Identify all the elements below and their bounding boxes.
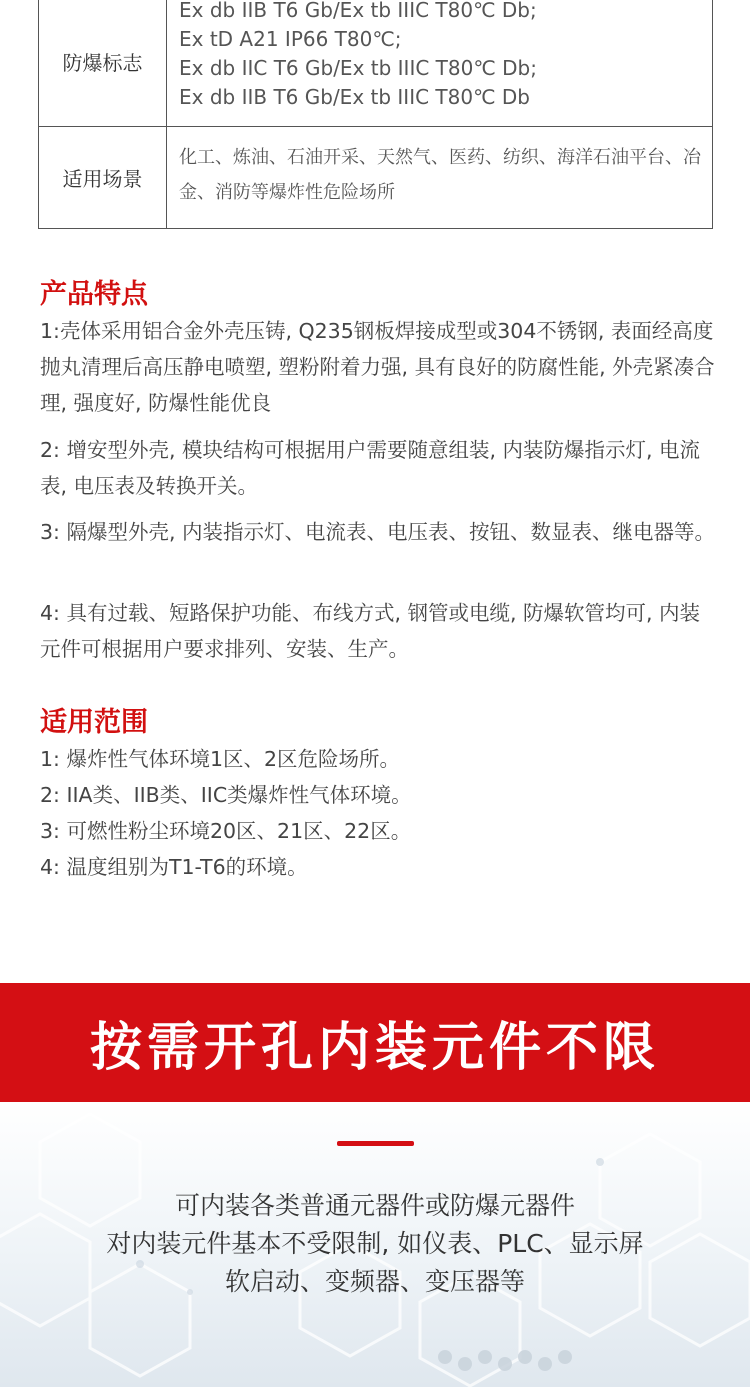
scope-item-4: 4: 温度组别为T1-T6的环境。	[40, 855, 308, 879]
spec-table	[38, 0, 713, 229]
feature-item-1: 1:壳体采用铝合金外壳压铸, Q235钢板焊接成型或304不锈钢, 表面经高度抛丸清理后高压静电喷塑, 塑粉附着力强, 具有良好的防腐性能, 外壳紧凑合理, 强度好, 防爆性能优良	[40, 319, 715, 415]
scope-title: 适用范围	[40, 707, 148, 738]
banner-title: 按需开孔内装元件不限	[89, 1018, 660, 1078]
spec-row-application	[39, 127, 712, 229]
spec-row-ex-mark	[39, 0, 712, 127]
scope-item-2: 2: IIA类、IIB类、IIC类爆炸性气体环境。	[40, 783, 412, 807]
features-title: 产品特点	[40, 279, 148, 310]
bottom-section	[0, 1102, 750, 1387]
ex-mark-values	[167, 0, 712, 126]
ex-mark-line: Ex tD A21 IP66 T80℃;	[179, 27, 402, 51]
red-banner	[0, 983, 750, 1102]
ex-mark-line: Ex db IIB T6 Gb/Ex tb IIIC T80℃ Db	[179, 85, 531, 109]
bottom-line-1: 可内装各类普通元器件或防爆元器件	[174, 1191, 575, 1220]
ex-mark-label: 防爆标志	[39, 0, 167, 126]
bottom-line-2: 对内装元件基本不受限制, 如仪表、PLC、显示屏	[106, 1229, 644, 1258]
application-label: 适用场景	[39, 127, 167, 228]
feature-item-3: 3: 隔爆型外壳, 内装指示灯、电流表、电压表、按钮、数显表、继电器等。	[40, 520, 715, 544]
red-divider-bar	[337, 1141, 414, 1146]
ex-mark-line: Ex db IIC T6 Gb/Ex tb IIIC T80℃ Db;	[179, 56, 537, 80]
scope-item-1: 1: 爆炸性气体环境1区、2区危险场所。	[40, 747, 401, 771]
feature-item-2: 2: 增安型外壳, 模块结构可根据用户需要随意组装, 内装防爆指示灯, 电流表, 电压表及转换开关。	[40, 438, 701, 498]
bottom-line-3: 软启动、变频器、变压器等	[224, 1267, 525, 1296]
ex-mark-line: Ex db IIB T6 Gb/Ex tb IIIC T80℃ Db;	[179, 0, 537, 22]
scope-item-3: 3: 可燃性粉尘环境20区、21区、22区。	[40, 819, 412, 843]
application-value: 化工、炼油、石油开采、天然气、医药、纺织、海洋石油平台、冶金、消防等爆炸性危险场所	[179, 147, 701, 203]
feature-item-4: 4: 具有过载、短路保护功能、布线方式, 钢管或电缆, 防爆软管均可, 内装元件可根据用户要求排列、安装、生产。	[40, 601, 701, 661]
